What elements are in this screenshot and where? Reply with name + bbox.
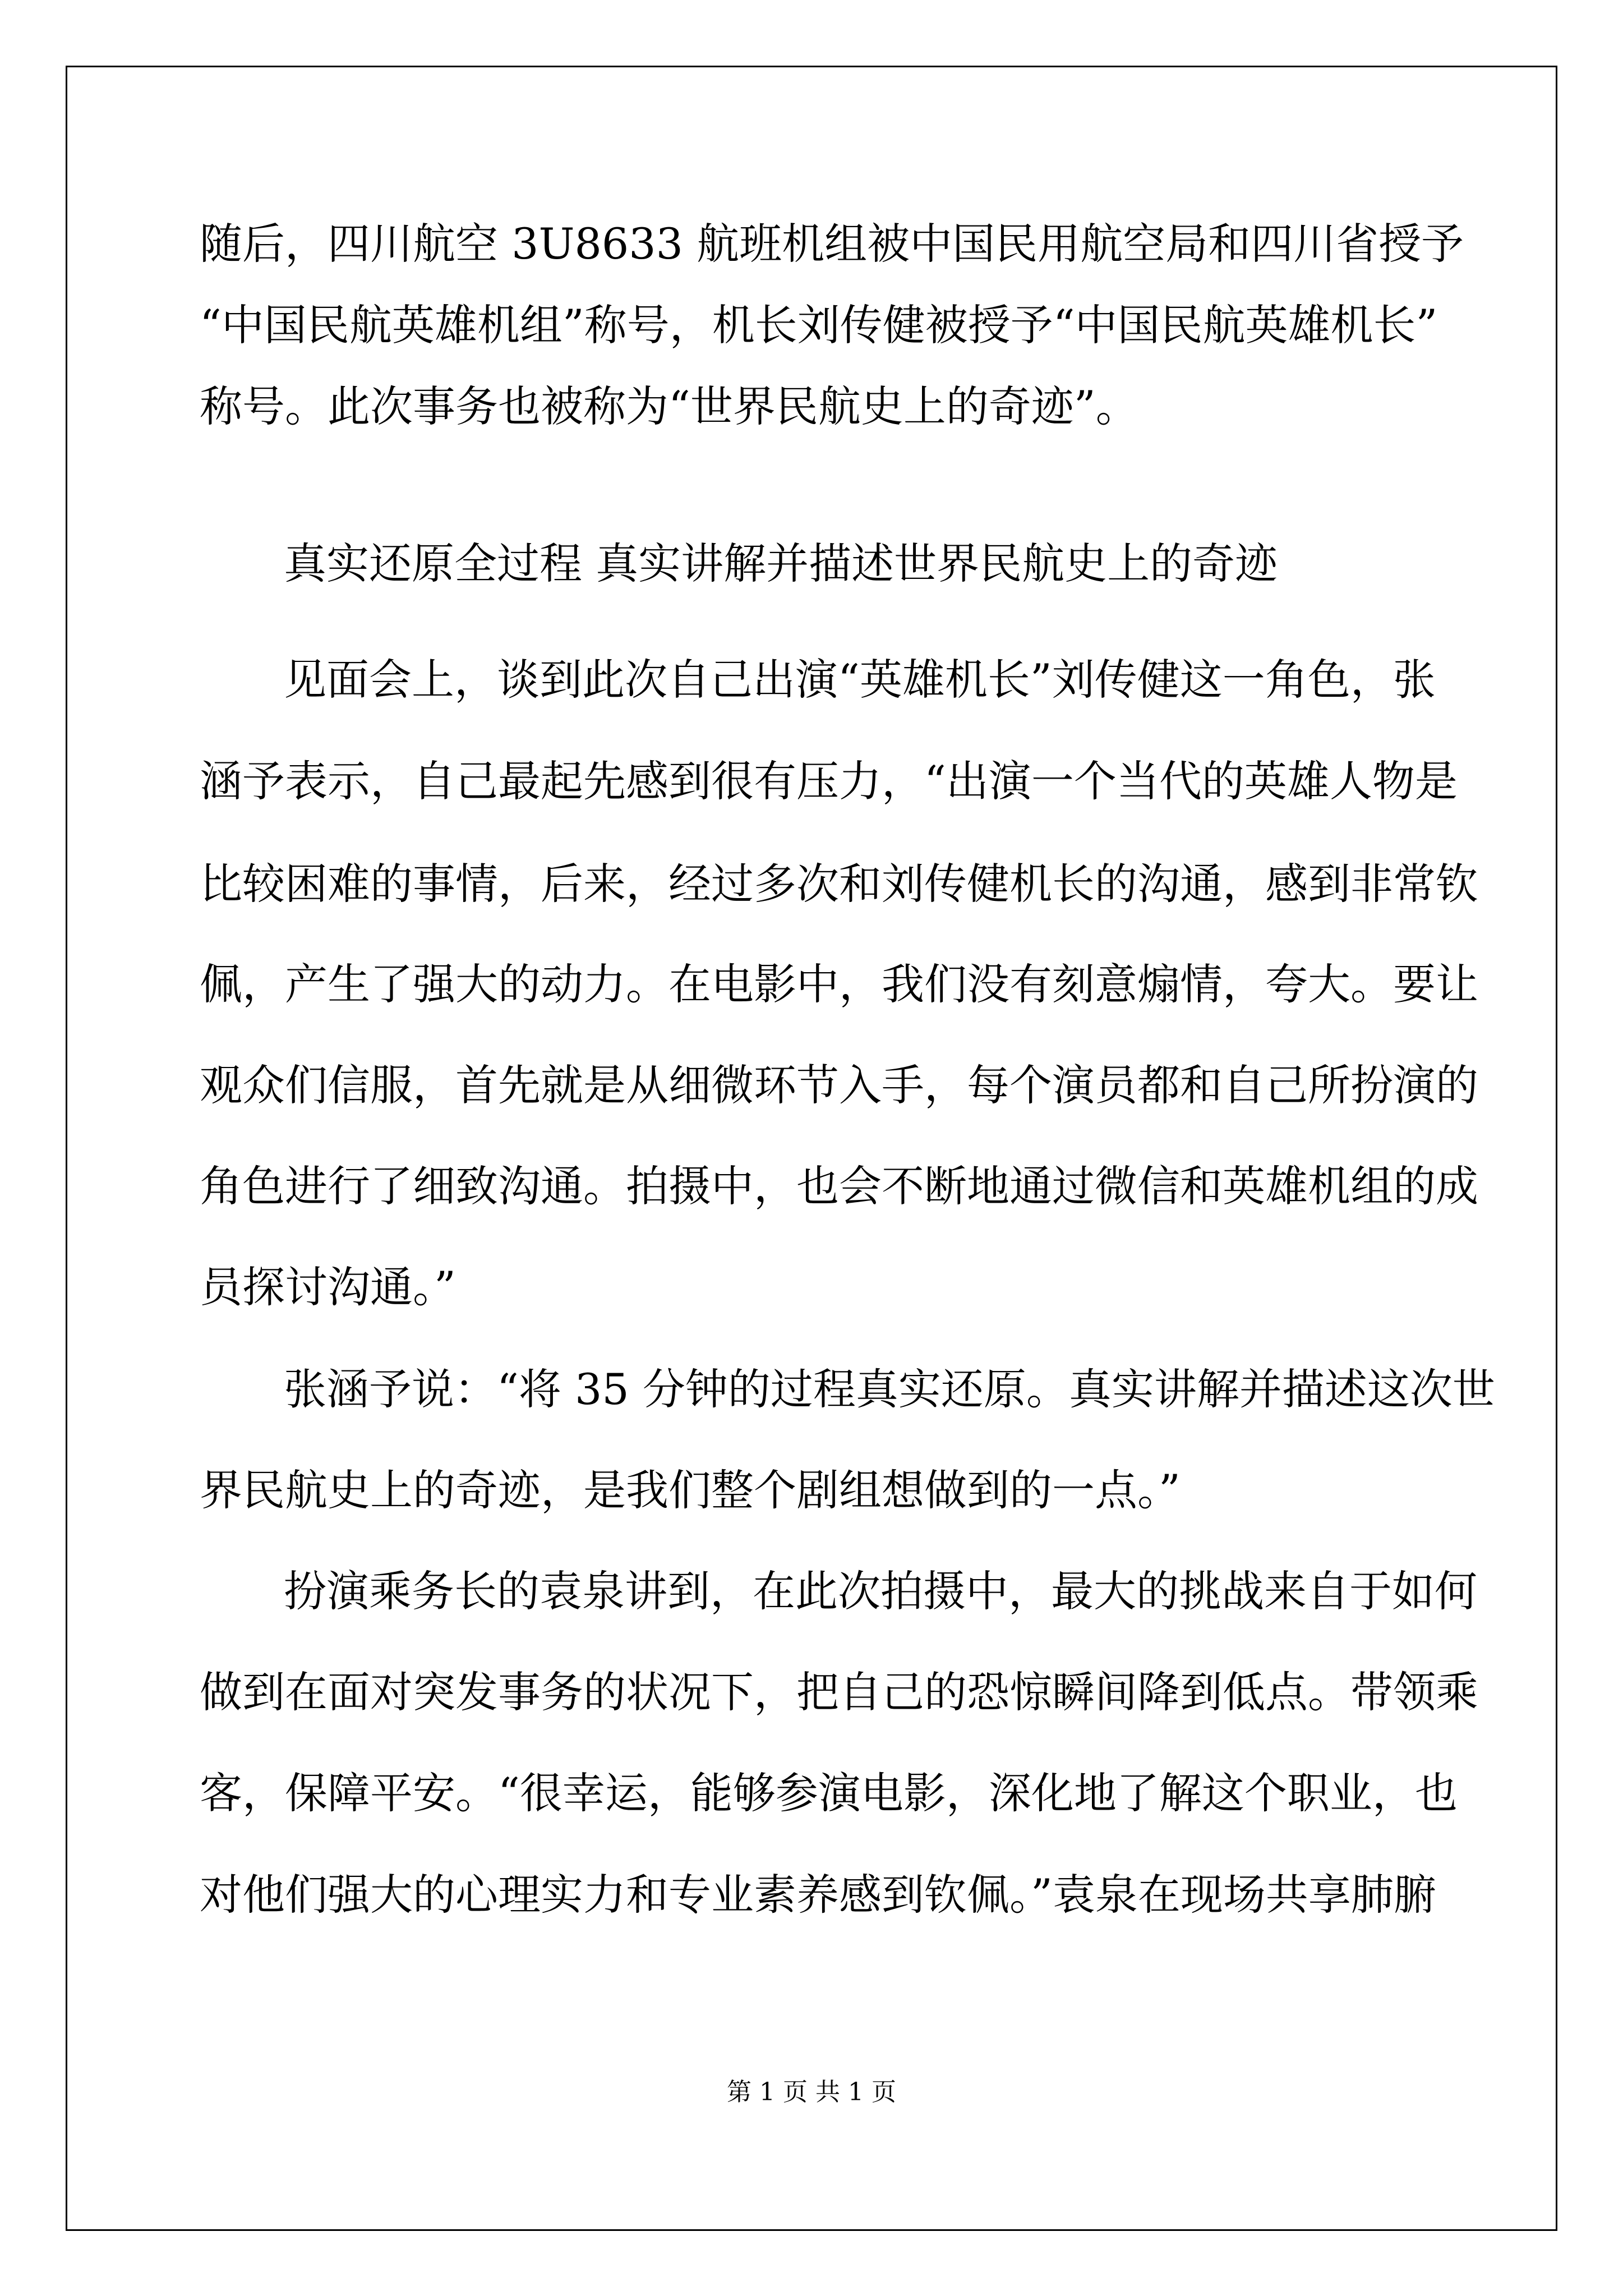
paragraph-line: 扮演乘务长的袁泉讲到，在此次拍摄中，最大的挑战来自于如何 bbox=[284, 1566, 1477, 1616]
paragraph-line: 员探讨沟通。” bbox=[200, 1262, 456, 1312]
paragraph-line: 对他们强大的心理实力和专业素养感到钦佩。”袁泉在现场共享肺腑 bbox=[200, 1870, 1436, 1920]
paragraph-line: 随后，四川航空 3U8633 航班机组被中国民用航空局和四川省授予 bbox=[200, 219, 1464, 269]
paragraph-line: 称号。此次事务也被称为“世界民航史上的奇迹”。 bbox=[200, 381, 1138, 431]
paragraph-line: “中国民航英雄机组”称号，机长刘传健被授予“中国民航英雄机长” bbox=[200, 300, 1438, 350]
paragraph-line: 界民航史上的奇迹，是我们整个剧组想做到的一点。” bbox=[200, 1465, 1181, 1515]
paragraph-line: 做到在面对突发事务的状况下，把自己的恐惊瞬间降到低点。带领乘 bbox=[200, 1667, 1478, 1717]
page-number-footer: 第 1 页 共 1 页 bbox=[727, 2078, 896, 2106]
paragraph-line: 涵予表示，自己最起先感到很有压力，“出演一个当代的英雄人物是 bbox=[200, 756, 1458, 806]
paragraph-line: 观众们信服，首先就是从细微环节入手，每个演员都和自己所扮演的 bbox=[200, 1060, 1478, 1110]
section-heading: 真实还原全过程 真实讲解并描述世界民航史上的奇迹 bbox=[284, 539, 1278, 588]
paragraph-line: 见面会上，谈到此次自己出演“英雄机长”刘传健这一角色，张 bbox=[284, 655, 1436, 705]
paragraph-line: 比较困难的事情，后来，经过多次和刘传健机长的沟通，感到非常钦 bbox=[200, 859, 1478, 909]
paragraph-line: 张涵予说：“将 35 分钟的过程真实还原。真实讲解并描述这次世 bbox=[284, 1364, 1495, 1414]
paragraph-line: 角色进行了细致沟通。拍摄中，也会不断地通过微信和英雄机组的成 bbox=[200, 1161, 1478, 1211]
paragraph-line: 客，保障平安。“很幸运，能够参演电影，深化地了解这个职业，也 bbox=[200, 1768, 1458, 1818]
paragraph-line: 佩，产生了强大的动力。在电影中，我们没有刻意煽情，夸大。要让 bbox=[200, 959, 1478, 1009]
